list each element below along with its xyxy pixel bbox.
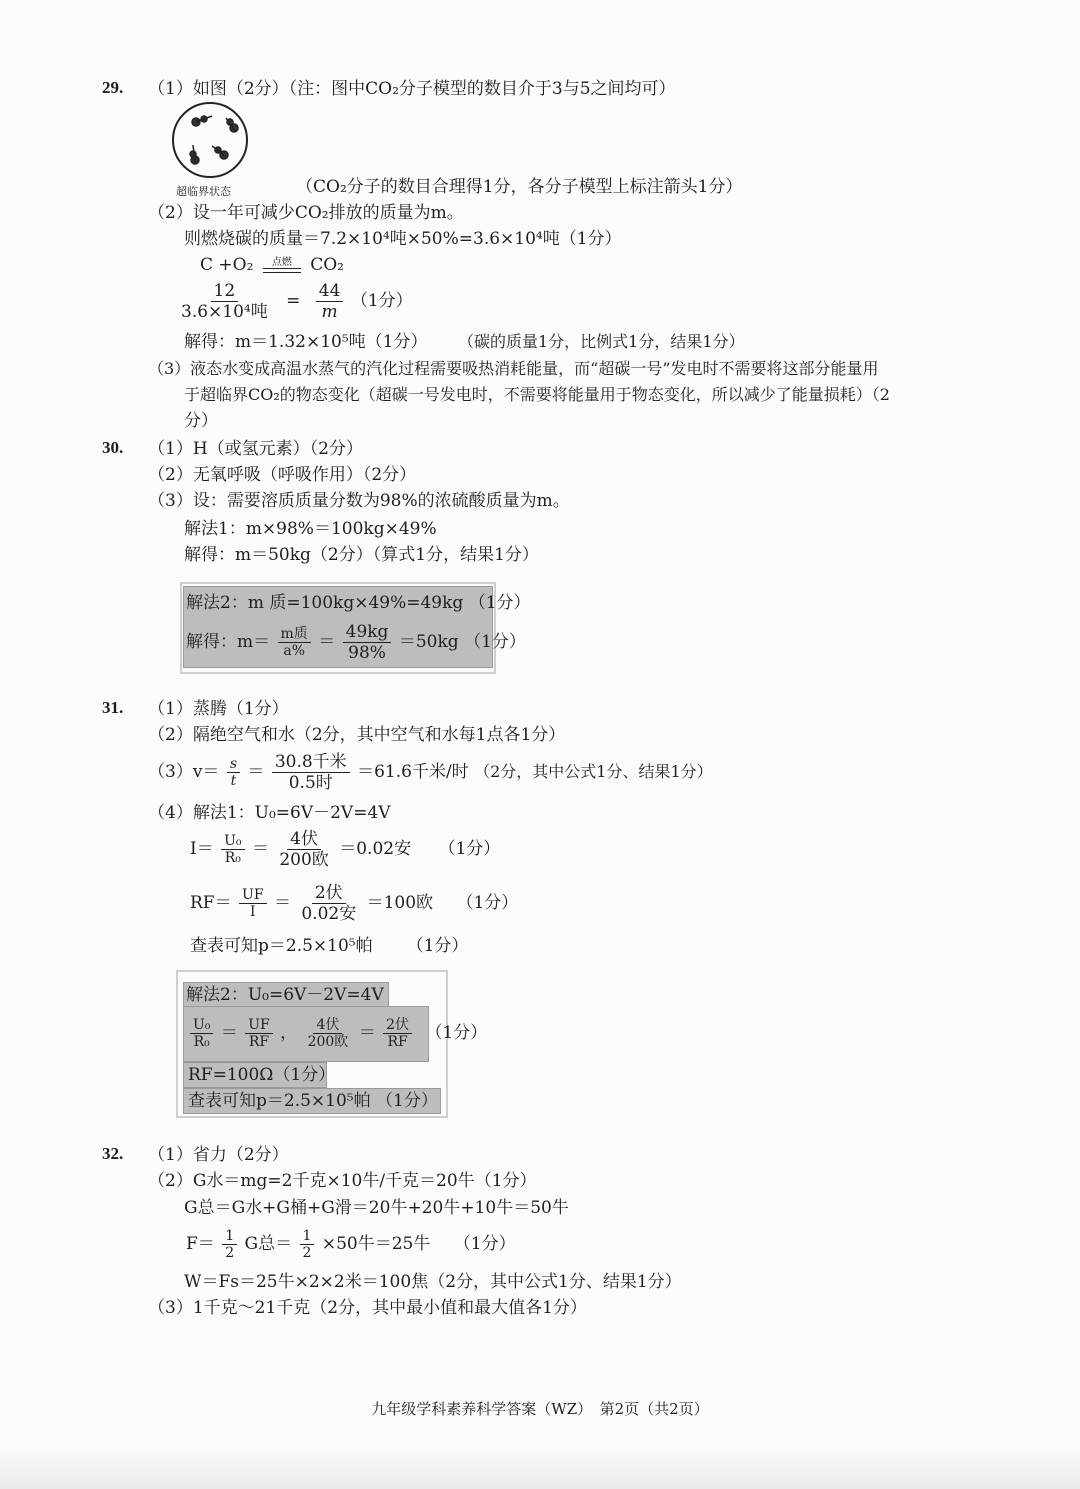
diagram-caption: 超临界状态 bbox=[176, 185, 231, 198]
reaction-condition: 点燃 bbox=[271, 257, 292, 268]
answer-line: 则燃烧碳的质量＝7.2×10⁴吨×50%=3.6×10⁴吨（1分） bbox=[184, 229, 622, 249]
fraction: $\frac{\text{U₀}}{\text{R₀}}$ bbox=[221, 833, 244, 866]
page-footer: 九年级学科素养科学答案（WZ） 第2页（共2页） bbox=[371, 1400, 709, 1418]
fraction: $\frac{\text{m质}}{a\%}$ bbox=[278, 626, 311, 659]
supercritical-co2-diagram bbox=[168, 100, 252, 182]
fraction: $\frac{UF}{RF}$ bbox=[245, 1017, 273, 1050]
ratio-equation: $\frac{12}{\text{3.6×10⁴吨}}$ = $\frac{44}{m}$ （1分） bbox=[176, 281, 413, 322]
answer-line: （2）无氧呼吸（呼吸作用）（2分） bbox=[148, 465, 417, 485]
answer-line: 解得：m＝ $\frac{\text{m质}}{a\%}$ ＝ $\frac{49kg}{98\%}$ ＝50kg （1分） bbox=[186, 622, 526, 663]
question-number: 31. bbox=[102, 698, 124, 717]
answer-line: 查表可知p＝2.5×10⁵帕 （1分） bbox=[188, 1091, 438, 1111]
answer-line: （1）如图（2分）（注：图中CO₂分子模型的数目介于3与5之间均可） bbox=[148, 79, 676, 99]
answer-line: （CO₂分子的数目合理得1分，各分子模型上标注箭头1分） bbox=[296, 177, 743, 197]
answer-line: 解法2：U₀=6V－2V=4V bbox=[186, 985, 384, 1005]
answer-line: 于超临界CO₂的物态变化（超碳一号发电时，不需要将能量用于物态变化，所以减少了能量损耗）（2 bbox=[184, 385, 890, 404]
chemical-equation bbox=[200, 254, 344, 276]
reaction-arrow bbox=[263, 258, 301, 273]
answer-line: RF＝ $\frac{UF}{I}$ ＝ $\frac{\text{2伏}}{\text{0.02安}}$ ＝100欧 （1分） bbox=[190, 883, 519, 924]
answer-line: （4）解法1：U₀=6V－2V=4V bbox=[148, 803, 391, 823]
equation-reactants: C +O₂ bbox=[200, 255, 254, 275]
answer-line: （2）G水＝mg=2千克×10牛/千克＝20牛（1分） bbox=[148, 1171, 537, 1191]
fraction: $\frac{1}{2}$ bbox=[300, 1228, 315, 1261]
fraction: $\frac{1}{2}$ bbox=[222, 1228, 237, 1261]
answer-line: $\frac{\text{U₀}}{\text{R₀}}$ ＝ $\frac{UF}{RF}$ ， $\frac{\text{4伏}}{\text{200欧}}$ ＝ $\frac{\text{2伏}}{RF}$ （1分） bbox=[188, 1010, 487, 1056]
question-number: 29. bbox=[102, 78, 124, 97]
answer-line: W＝Fs＝25牛×2×2米＝100焦（2分，其中公式1分、结果1分） bbox=[184, 1272, 682, 1292]
answer-line: （1）蒸腾（1分） bbox=[148, 699, 289, 719]
equation-product: CO₂ bbox=[310, 255, 344, 275]
co2-molecule-model bbox=[190, 116, 238, 164]
question-number: 30. bbox=[102, 438, 124, 457]
answer-line: I＝ $\frac{\text{U₀}}{\text{R₀}}$ ＝ $\frac{\text{4伏}}{\text{200欧}}$ ＝0.02安 （1分） bbox=[190, 829, 501, 870]
answer-line: 解得：m＝50kg（2分）（算式1分，结果1分） bbox=[184, 545, 539, 565]
answer-line: （3）1千克～21千克（2分，其中最小值和最大值各1分） bbox=[148, 1298, 587, 1318]
question-number: 32. bbox=[102, 1144, 124, 1163]
answer-line: （3）设：需要溶质质量分数为98%的浓硫酸质量为m。 bbox=[148, 491, 570, 511]
fraction: $\frac{\text{30.8千米}}{\text{0.5时}}$ bbox=[272, 752, 350, 793]
fraction: $\frac{\text{4伏}}{\text{200欧}}$ bbox=[307, 1017, 349, 1050]
fraction: $\frac{s}{t}$ bbox=[227, 756, 240, 789]
answer-line: F＝ $\frac{1}{2}$ G总＝ $\frac{1}{2}$ ×50牛＝25牛 （1分） bbox=[186, 1228, 516, 1261]
answer-line: 查表可知p＝2.5×10⁵帕 （1分） bbox=[190, 936, 469, 956]
answer-line: RF=100Ω（1分） bbox=[188, 1065, 336, 1085]
fraction: $\frac{\text{2伏}}{RF}$ bbox=[383, 1017, 412, 1050]
answer-line: （1）省力（2分） bbox=[148, 1145, 289, 1165]
answer-line: G总＝G水+G桶+G滑＝20牛+20牛+10牛＝50牛 bbox=[184, 1198, 569, 1218]
fraction: $\frac{UF}{I}$ bbox=[239, 887, 267, 920]
page-bottom-shadow bbox=[0, 1449, 1080, 1489]
answer-line: （3）液态水变成高温水蒸气的汽化过程需要吸热消耗能量，而“超碳一号”发电时不需要将这部分能量用 bbox=[148, 359, 879, 378]
fraction: $\frac{49kg}{98\%}$ bbox=[343, 622, 392, 663]
answer-line: （1）H（或氢元素）（2分） bbox=[148, 439, 363, 459]
answer-line: 分） bbox=[184, 411, 218, 431]
answer-line: （2）设一年可减少CO₂排放的质量为m。 bbox=[148, 203, 464, 223]
answer-line: 解法1：m×98%＝100kg×49% bbox=[184, 519, 437, 539]
fraction: $\frac{\text{2伏}}{\text{0.02安}}$ bbox=[301, 883, 357, 924]
answer-line: （3）v＝ $\frac{s}{t}$ ＝ $\frac{\text{30.8千米}}{\text{0.5时}}$ ＝61.6千米/时 （2分，其中公式1分、结果1分） bbox=[148, 752, 713, 793]
answer-line: 解法2：m 质=100kg×49%=49kg （1分） bbox=[186, 593, 531, 613]
answer-line: （2）隔绝空气和水（2分，其中空气和水每1点各1分） bbox=[148, 725, 566, 745]
answer-line: 解得：m＝1.32×10⁵吨（1分） bbox=[184, 332, 428, 352]
fraction: $\frac{44}{m}$ bbox=[316, 281, 344, 322]
fraction: $\frac{\text{U₀}}{\text{R₀}}$ bbox=[190, 1017, 213, 1050]
fraction: $\frac{12}{\text{3.6×10⁴吨}}$ bbox=[181, 281, 268, 322]
score-note: （碳的质量1分，比例式1分，结果1分） bbox=[458, 332, 745, 351]
fraction: $\frac{\text{4伏}}{\text{200欧}}$ bbox=[279, 829, 329, 870]
